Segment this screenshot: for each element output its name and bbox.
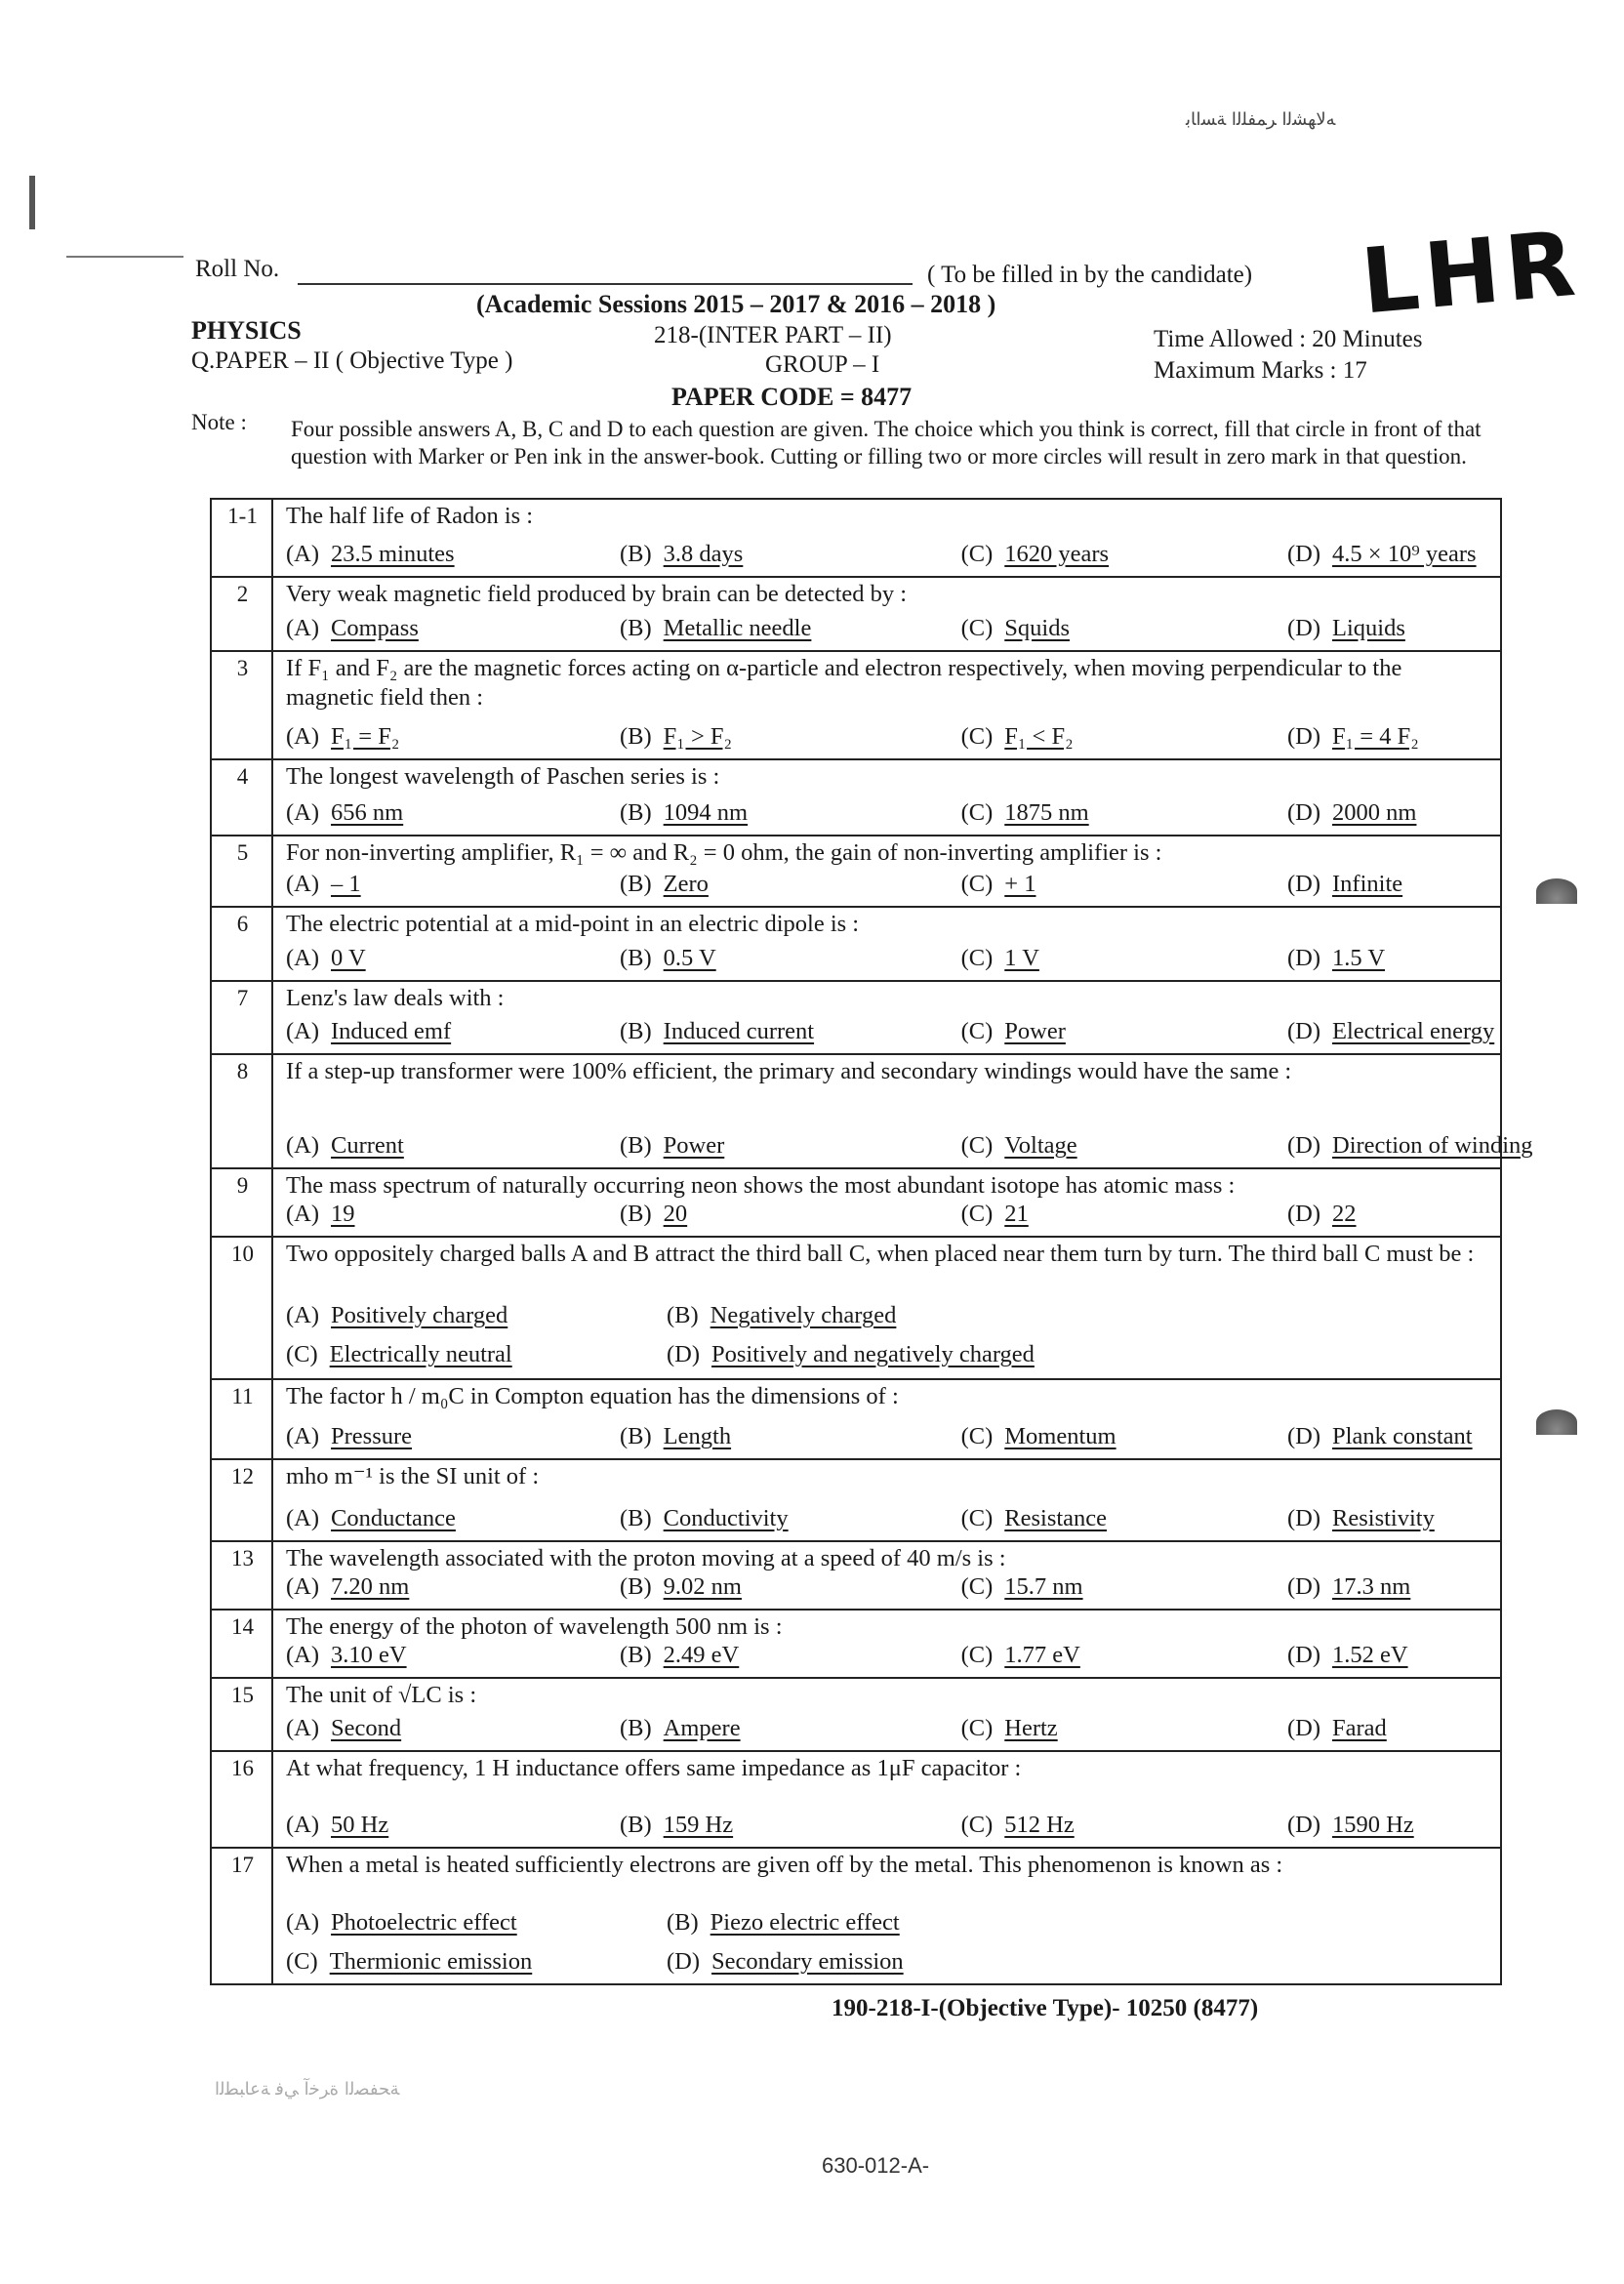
option-letter: (B) [620, 1715, 652, 1741]
question-text: The longest wavelength of Paschen series is : [286, 763, 720, 790]
answer-option [286, 1573, 409, 1601]
option-text: 512 Hz [1004, 1812, 1075, 1838]
option-text: Induced emf [331, 1018, 452, 1044]
option-text: 23.5 minutes [331, 541, 455, 567]
option-text: Photoelectric effect [331, 1909, 517, 1936]
option-letter: (D) [667, 1341, 701, 1367]
option-text: 1620 years [1004, 541, 1110, 567]
option-text: Pressure [331, 1423, 413, 1449]
paper-footer-code: 190-218-I-(Objective Type)- 10250 (8477) [832, 1995, 1259, 2021]
question-row [212, 835, 1500, 906]
question-text: At what frequency, 1 H inductance offers same impedance as 1μF capacitor : [286, 1755, 1022, 1781]
option-text: Electrical energy [1332, 1018, 1495, 1044]
answer-option [620, 871, 709, 898]
answer-option [286, 1132, 404, 1160]
scan-bubble-mark [1536, 1409, 1577, 1435]
question-number: 4 [236, 764, 249, 789]
answer-option [961, 1201, 1029, 1228]
option-text: Conductivity [663, 1505, 789, 1531]
question-text: The unit of √LC is : [286, 1682, 477, 1708]
option-letter: (A) [286, 1423, 320, 1449]
question-number: 16 [231, 1756, 254, 1780]
option-text: 19 [331, 1201, 355, 1227]
answer-option [961, 723, 1074, 751]
answer-option [286, 723, 399, 751]
option-text: Ampere [663, 1715, 741, 1741]
answer-option [620, 1505, 789, 1532]
answer-option [961, 1642, 1080, 1669]
answer-option [286, 1715, 401, 1742]
question-text: The energy of the photon of wavelength 500 nm is : [286, 1613, 783, 1640]
answer-option [961, 799, 1089, 827]
answer-option [961, 1505, 1107, 1532]
option-letter: (A) [286, 1201, 320, 1227]
inter-part: 218-(INTER PART – II) [654, 322, 892, 348]
answer-option [1287, 1812, 1414, 1839]
option-text: Hertz [1004, 1715, 1058, 1741]
option-letter: (D) [1287, 799, 1321, 826]
option-letter: (D) [1287, 1505, 1321, 1531]
option-text: Infinite [1332, 871, 1403, 897]
option-letter: (B) [620, 615, 652, 641]
option-text: Secondary emission [711, 1948, 904, 1975]
question-text: The half life of Radon is : [286, 503, 534, 529]
question-row [212, 1378, 1500, 1458]
option-letter: (D) [1287, 1132, 1321, 1159]
option-letter: (C) [286, 1948, 318, 1975]
answer-option [961, 615, 1070, 642]
answer-option [620, 945, 716, 972]
roll-number-note: ( To be filled in by the candidate) [927, 262, 1253, 288]
paper-code: PAPER CODE = 8477 [671, 383, 913, 411]
question-number: 15 [231, 1683, 254, 1707]
question-row [212, 1053, 1533, 1167]
answer-option [286, 1302, 508, 1329]
option-text: 20 [663, 1201, 688, 1227]
question-text: The mass spectrum of naturally occurring neon shows the most abundant isotope has atomic mass : [286, 1172, 1236, 1199]
option-text: 0 V [331, 945, 366, 971]
answer-option [1287, 1018, 1494, 1045]
answer-option [1287, 1715, 1387, 1742]
option-text: Negatively charged [710, 1302, 897, 1328]
question-row [212, 1750, 1500, 1847]
option-letter: (D) [1287, 1812, 1321, 1838]
option-letter: (C) [960, 871, 994, 897]
option-letter: (B) [667, 1909, 699, 1936]
answer-option [961, 1573, 1083, 1601]
roll-number-label: Roll No. [195, 256, 280, 282]
option-letter: (A) [286, 1302, 320, 1328]
question-row [212, 758, 1500, 835]
option-text: 15.7 nm [1004, 1573, 1083, 1600]
option-text: 656 nm [331, 799, 404, 826]
question-number-divider [271, 498, 273, 1985]
note-text: Four possible answers A, B, C and D to each question are given. The choice which you think is correct, fill that circle in front of that question with Marker or Pen ink in the answer-book. Cutting or filling two or more circles will result in zero mark in that question. [291, 417, 1482, 469]
answer-option [286, 1018, 451, 1045]
option-letter: (B) [620, 799, 652, 826]
answer-option [620, 1132, 724, 1160]
answer-option [1287, 1201, 1357, 1228]
answer-option [286, 615, 419, 642]
option-text: 3.8 days [663, 541, 744, 567]
answer-option [667, 1909, 900, 1937]
answer-option [286, 1341, 512, 1368]
option-letter: (A) [286, 1812, 320, 1838]
option-letter: (B) [620, 945, 652, 971]
option-letter: (D) [1287, 1018, 1321, 1044]
bottom-code: 630-012-A- [822, 2153, 930, 2178]
question-number: 12 [231, 1464, 254, 1489]
option-letter: (C) [286, 1341, 318, 1367]
option-letter: (C) [960, 1423, 994, 1449]
option-letter: (C) [960, 1132, 994, 1159]
question-number: 7 [236, 986, 249, 1010]
option-letter: (A) [286, 1573, 320, 1600]
option-letter: (A) [286, 1909, 320, 1936]
question-row [212, 1677, 1500, 1750]
answer-option [286, 1423, 412, 1450]
option-letter: (C) [960, 1642, 994, 1668]
option-letter: (A) [286, 1018, 320, 1044]
roll-number-field[interactable] [298, 283, 913, 285]
option-letter: (D) [1287, 1715, 1321, 1741]
answer-option [620, 1812, 733, 1839]
group: GROUP – I [765, 351, 880, 378]
answer-option [667, 1948, 904, 1976]
option-text: 4.5 × 10⁹ years [1332, 541, 1477, 567]
question-number: 13 [231, 1546, 254, 1570]
option-letter: (C) [960, 1573, 994, 1600]
answer-option [1287, 1132, 1533, 1160]
answer-option [286, 1812, 388, 1839]
subject-title: PHYSICS [191, 316, 302, 345]
option-letter: (B) [620, 1132, 652, 1159]
option-text: Voltage [1004, 1132, 1077, 1159]
question-text: Two oppositely charged balls A and B attract the third ball C, when placed near them turn by turn. The third ball C must be : [286, 1241, 1475, 1267]
option-letter: (C) [960, 799, 994, 826]
answer-option [286, 1505, 456, 1532]
option-text: 159 Hz [663, 1812, 734, 1838]
option-text: Length [663, 1423, 732, 1449]
answer-option [961, 1715, 1058, 1742]
option-text: Second [331, 1715, 402, 1741]
answer-option [286, 541, 455, 568]
question-number: 3 [236, 656, 249, 680]
option-text: 1875 nm [1004, 799, 1089, 826]
option-letter: (A) [286, 541, 320, 567]
answer-option [620, 1573, 742, 1601]
question-number: 14 [231, 1614, 254, 1639]
question-row [212, 1847, 1500, 1985]
option-text: 50 Hz [331, 1812, 389, 1838]
option-letter: (C) [960, 945, 994, 971]
option-letter: (B) [620, 1505, 652, 1531]
option-letter: (C) [960, 1715, 994, 1741]
question-text: Lenz's law deals with : [286, 985, 505, 1011]
option-text: Piezo electric effect [710, 1909, 900, 1936]
answer-option [620, 1715, 741, 1742]
question-row [212, 980, 1500, 1053]
answer-option [620, 799, 748, 827]
option-text: F₁ < F₂ [1004, 723, 1074, 750]
question-number: 2 [236, 582, 249, 606]
option-letter: (D) [1287, 723, 1321, 750]
option-letter: (C) [960, 1018, 994, 1044]
option-letter: (B) [620, 1812, 652, 1838]
question-row [212, 1540, 1500, 1609]
option-letter: (C) [960, 1812, 994, 1838]
answer-option [286, 1909, 517, 1937]
option-text: F₁ > F₂ [663, 723, 733, 750]
question-number: 1-1 [227, 504, 258, 528]
answer-option [1287, 1642, 1408, 1669]
option-text: F₁ = 4 F₂ [1332, 723, 1419, 750]
option-letter: (B) [620, 1573, 652, 1600]
answer-option [620, 723, 732, 751]
option-letter: (D) [667, 1948, 701, 1975]
option-text: Farad [1332, 1715, 1387, 1741]
answer-option [286, 1642, 407, 1669]
answer-option [286, 871, 361, 898]
option-letter: (D) [1287, 541, 1321, 567]
handwritten-lhr: LHR [1357, 211, 1585, 335]
question-text: For non-inverting amplifier, R₁ = ∞ and R₂ = 0 ohm, the gain of non-inverting amplifier is : [286, 839, 1162, 866]
option-letter: (D) [1287, 1201, 1321, 1227]
answer-option [1287, 945, 1385, 972]
option-text: 1094 nm [663, 799, 749, 826]
option-letter: (C) [960, 723, 994, 750]
answer-option [961, 1132, 1077, 1160]
answer-option [961, 541, 1110, 568]
scan-bubble-mark [1536, 878, 1577, 904]
answer-option [1287, 799, 1416, 827]
option-letter: (C) [960, 541, 994, 567]
question-row [212, 906, 1500, 980]
question-row [212, 576, 1500, 650]
option-text: Induced current [663, 1018, 815, 1044]
question-text: The wavelength associated with the proton moving at a speed of 40 m/s is : [286, 1545, 1006, 1571]
option-letter: (B) [620, 541, 652, 567]
option-text: F₁ = F₂ [331, 723, 400, 750]
scan-artifact-top-right: ﻪﻟﺎﻬﺸﻟﺍ ﺮﻤﻔﻠﻟﺍ ﺔﺴﺍﺎﺑ [1186, 109, 1336, 130]
option-text: 22 [1332, 1201, 1357, 1227]
option-letter: (C) [960, 615, 994, 641]
option-text: Electrically neutral [329, 1341, 512, 1367]
option-text: 2.49 eV [663, 1642, 740, 1668]
question-row [212, 1236, 1500, 1378]
option-letter: (A) [286, 799, 320, 826]
option-text: Momentum [1004, 1423, 1116, 1449]
option-letter: (B) [620, 1423, 652, 1449]
answer-option [1287, 871, 1402, 898]
option-text: 1590 Hz [1332, 1812, 1414, 1838]
option-text: Thermionic emission [329, 1948, 533, 1975]
option-letter: (A) [286, 945, 320, 971]
option-letter: (A) [286, 1505, 320, 1531]
option-text: Positively and negatively charged [711, 1341, 1035, 1367]
answer-option [667, 1302, 896, 1329]
option-letter: (D) [1287, 871, 1321, 897]
option-text: 3.10 eV [331, 1642, 407, 1668]
note-label: Note : [191, 410, 247, 434]
question-text: mho m⁻¹ is the SI unit of : [286, 1463, 540, 1489]
option-letter: (C) [960, 1201, 994, 1227]
answer-option [620, 615, 811, 642]
answer-option [1287, 1423, 1473, 1450]
academic-sessions: (Academic Sessions 2015 – 2017 & 2016 – 2018 ) [476, 290, 996, 318]
answer-option [961, 871, 1036, 898]
answer-option [620, 1201, 687, 1228]
option-text: Zero [663, 871, 709, 897]
option-text: Positively charged [331, 1302, 508, 1328]
option-text: Direction of winding [1332, 1132, 1533, 1159]
question-number: 8 [236, 1059, 249, 1083]
scan-mark-left [29, 176, 35, 229]
question-row [212, 1609, 1500, 1677]
option-text: 1.52 eV [1332, 1642, 1408, 1668]
question-number: 5 [236, 840, 249, 865]
option-text: Plank constant [1332, 1423, 1473, 1449]
option-text: + 1 [1004, 871, 1036, 897]
option-text: Squids [1004, 615, 1070, 641]
option-text: Compass [331, 615, 419, 641]
option-letter: (B) [620, 1201, 652, 1227]
option-text: 1.5 V [1332, 945, 1386, 971]
option-text: 21 [1004, 1201, 1029, 1227]
option-letter: (A) [286, 1642, 320, 1668]
answer-option [961, 1018, 1066, 1045]
option-text: 0.5 V [663, 945, 716, 971]
option-text: 1 V [1004, 945, 1039, 971]
answer-option [667, 1341, 1035, 1368]
answer-option [620, 541, 743, 568]
answer-option [620, 1642, 739, 1669]
option-text: 2000 nm [1332, 799, 1417, 826]
option-letter: (C) [960, 1505, 994, 1531]
question-row [212, 1167, 1500, 1236]
question-text: The factor h / m₀C in Compton equation has the dimensions of : [286, 1383, 899, 1409]
question-table [210, 498, 1533, 1985]
option-text: 9.02 nm [663, 1573, 742, 1600]
option-letter: (B) [620, 1642, 652, 1668]
question-number: 6 [236, 912, 249, 936]
option-text: Current [331, 1132, 404, 1159]
option-letter: (A) [286, 1715, 320, 1741]
option-letter: (D) [1287, 1642, 1321, 1668]
option-letter: (D) [1287, 945, 1321, 971]
answer-option [961, 1812, 1075, 1839]
question-text: If F₁ and F₂ are the magnetic forces acting on α-particle and electron respectively, when moving perpendicular to the magnetic field then : [286, 655, 1402, 711]
option-letter: (B) [620, 1018, 652, 1044]
option-letter: (A) [286, 1132, 320, 1159]
answer-option [620, 1423, 731, 1450]
question-text: The electric potential at a mid-point in an electric dipole is : [286, 911, 860, 937]
scan-mark-left-2 [66, 256, 183, 258]
question-text: Very weak magnetic field produced by brain can be detected by : [286, 581, 908, 607]
answer-option [1287, 541, 1477, 568]
question-number: 10 [231, 1242, 254, 1266]
answer-option [1287, 1573, 1410, 1601]
option-text: 1.77 eV [1004, 1642, 1080, 1668]
option-letter: (A) [286, 615, 320, 641]
answer-option [961, 1423, 1116, 1450]
maximum-marks: Maximum Marks : 17 [1154, 357, 1367, 384]
question-text: When a metal is heated sufficiently electrons are given off by the metal. This phenomenon is known as : [286, 1852, 1283, 1878]
answer-option [286, 1201, 355, 1228]
option-text: Conductance [331, 1505, 456, 1531]
answer-option [1287, 723, 1419, 751]
paper-type: Q.PAPER – II ( Objective Type ) [191, 347, 513, 374]
question-row [212, 1458, 1500, 1540]
question-text: If a step-up transformer were 100% efficient, the primary and secondary windings would have the same : [286, 1058, 1292, 1084]
option-letter: (A) [286, 871, 320, 897]
answer-option [286, 945, 366, 972]
option-text: 7.20 nm [331, 1573, 410, 1600]
question-row [212, 498, 1500, 576]
option-text: 17.3 nm [1332, 1573, 1411, 1600]
option-text: – 1 [331, 871, 361, 897]
option-letter: (A) [286, 723, 320, 750]
answer-option [286, 799, 403, 827]
option-letter: (D) [1287, 1423, 1321, 1449]
question-number: 17 [231, 1853, 254, 1877]
option-text: Power [663, 1132, 725, 1159]
option-letter: (B) [620, 723, 652, 750]
option-text: Metallic needle [663, 615, 812, 641]
question-number: 11 [231, 1384, 254, 1408]
option-text: Liquids [1332, 615, 1405, 641]
answer-option [1287, 1505, 1435, 1532]
option-letter: (D) [1287, 615, 1321, 641]
option-text: Power [1004, 1018, 1066, 1044]
question-row [212, 650, 1500, 758]
faint-footer-text: ﺔﺤﻔﺼﻟﺍ ﺓﺮﺧﺁ ﻲﻓ ﺔﻋﺎﺒﻄﻟﺍ [215, 2079, 400, 2100]
answer-option [286, 1948, 532, 1976]
question-number: 9 [236, 1173, 249, 1198]
answer-option [1287, 615, 1405, 642]
time-allowed: Time Allowed : 20 Minutes [1154, 326, 1423, 352]
option-letter: (B) [667, 1302, 699, 1328]
option-text: Resistance [1004, 1505, 1108, 1531]
answer-option [620, 1018, 814, 1045]
option-text: Resistivity [1332, 1505, 1435, 1531]
option-letter: (B) [620, 871, 652, 897]
answer-option [961, 945, 1039, 972]
option-letter: (D) [1287, 1573, 1321, 1600]
